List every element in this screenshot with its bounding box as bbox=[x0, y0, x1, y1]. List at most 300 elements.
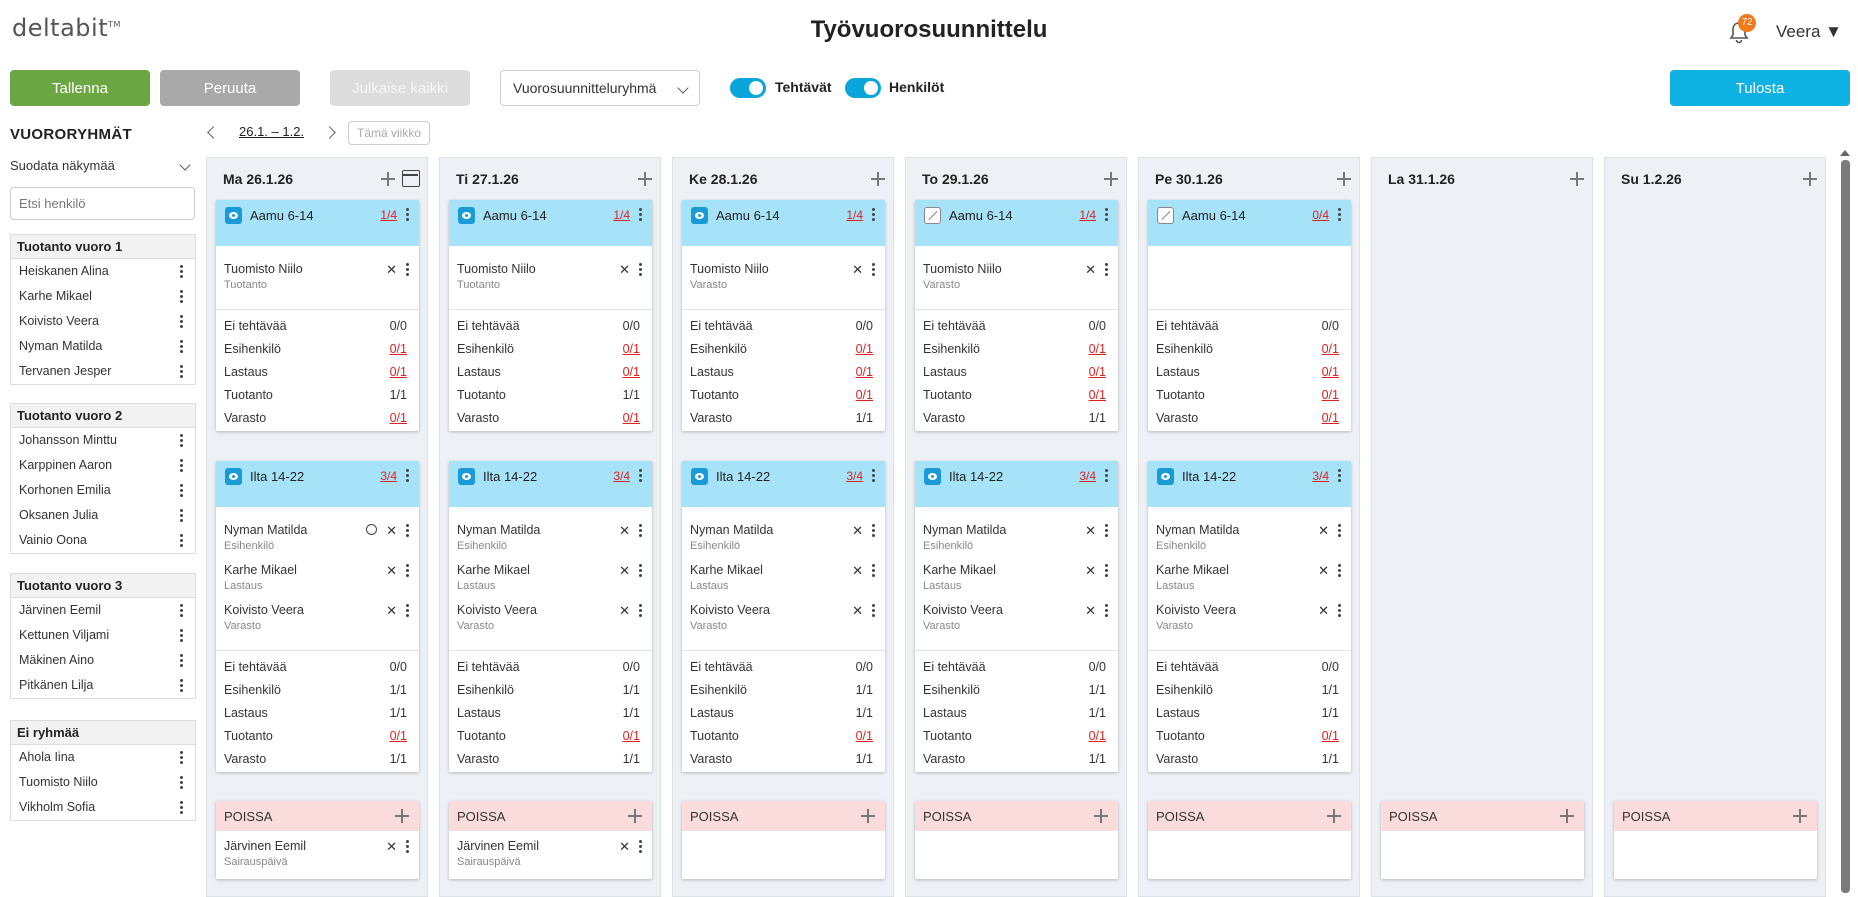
more-icon[interactable] bbox=[180, 629, 183, 642]
task-row bbox=[915, 703, 1118, 726]
group-member[interactable] bbox=[11, 478, 195, 503]
remove-icon[interactable]: ✕ bbox=[1085, 563, 1096, 578]
absent-person[interactable] bbox=[449, 835, 652, 875]
task-name: Lastaus bbox=[457, 365, 501, 379]
more-icon[interactable] bbox=[872, 524, 875, 537]
shift-name: Aamu 6-14 bbox=[716, 208, 780, 223]
group-member[interactable] bbox=[11, 648, 195, 673]
more-icon[interactable] bbox=[180, 340, 183, 353]
task-count: 0/0 bbox=[389, 319, 407, 333]
absent-title: POISSA bbox=[923, 809, 972, 824]
more-icon[interactable] bbox=[180, 679, 183, 692]
task-name: Ei tehtävää bbox=[457, 319, 520, 333]
task-row bbox=[915, 408, 1118, 431]
task-name: Tuotanto bbox=[457, 729, 506, 743]
more-icon[interactable] bbox=[406, 524, 409, 537]
eye-icon[interactable] bbox=[458, 468, 475, 485]
assigned-persons bbox=[682, 507, 885, 651]
task-row bbox=[915, 339, 1118, 362]
person-name: Karhe Mikael bbox=[690, 563, 763, 577]
assigned-person[interactable] bbox=[915, 519, 1118, 559]
assigned-person[interactable] bbox=[915, 559, 1118, 599]
remove-icon[interactable]: ✕ bbox=[852, 262, 863, 277]
person-task: Varasto bbox=[457, 620, 495, 632]
tasks-toggle[interactable] bbox=[730, 78, 766, 98]
more-icon[interactable] bbox=[872, 208, 875, 221]
person-name: Koivisto Veera bbox=[457, 603, 537, 617]
remove-icon[interactable]: ✕ bbox=[852, 523, 863, 538]
eye-icon[interactable] bbox=[225, 207, 242, 224]
more-icon[interactable] bbox=[180, 365, 183, 378]
shift-staff-ratio[interactable]: 3/4 bbox=[846, 469, 863, 483]
more-icon[interactable] bbox=[180, 509, 183, 522]
task-count: 0/0 bbox=[389, 660, 407, 674]
group-member[interactable] bbox=[11, 623, 195, 648]
person-name: Nyman Matilda bbox=[690, 523, 774, 537]
shift-staff-ratio[interactable]: 1/4 bbox=[1079, 208, 1096, 222]
assigned-person[interactable] bbox=[682, 559, 885, 599]
day-column bbox=[439, 157, 661, 897]
shift-staff-ratio[interactable]: 1/4 bbox=[380, 208, 397, 222]
task-row bbox=[682, 385, 885, 408]
publish-all-button[interactable]: Julkaise kaikki bbox=[330, 70, 470, 106]
group-member[interactable] bbox=[11, 359, 195, 384]
person-task: Lastaus bbox=[923, 580, 962, 592]
absent-header bbox=[915, 801, 1118, 831]
task-count[interactable]: 0/1 bbox=[1321, 388, 1339, 402]
absent-person[interactable] bbox=[216, 835, 419, 875]
task-count[interactable]: 0/1 bbox=[622, 729, 640, 743]
task-row bbox=[1148, 680, 1351, 703]
absent-card bbox=[915, 801, 1118, 879]
this-week-button[interactable]: Tämä viikko bbox=[348, 121, 430, 145]
calendar-icon[interactable] bbox=[402, 170, 420, 187]
shift-staff-ratio[interactable]: 0/4 bbox=[1312, 208, 1329, 222]
person-task: Esihenkilö bbox=[690, 540, 741, 552]
cancel-button[interactable]: Peruuta bbox=[160, 70, 300, 106]
add-absence-icon[interactable] bbox=[861, 809, 875, 823]
more-icon[interactable] bbox=[872, 604, 875, 617]
remove-icon[interactable]: ✕ bbox=[619, 523, 630, 538]
assigned-person[interactable] bbox=[915, 258, 1118, 298]
remove-icon[interactable]: ✕ bbox=[1085, 603, 1096, 618]
remove-icon[interactable]: ✕ bbox=[1318, 523, 1329, 538]
more-icon[interactable] bbox=[180, 776, 183, 789]
person-name: Nyman Matilda bbox=[457, 523, 541, 537]
group-member[interactable] bbox=[11, 259, 195, 284]
more-icon[interactable] bbox=[872, 263, 875, 276]
person-name: Karhe Mikael bbox=[224, 563, 297, 577]
group-member[interactable] bbox=[11, 528, 195, 553]
more-icon[interactable] bbox=[180, 459, 183, 472]
search-person-input[interactable] bbox=[10, 187, 195, 220]
task-summary bbox=[449, 310, 652, 431]
task-count: 1/1 bbox=[622, 752, 640, 766]
assigned-persons bbox=[216, 246, 419, 310]
person-task: Varasto bbox=[923, 620, 961, 632]
more-icon[interactable] bbox=[406, 604, 409, 617]
add-absence-icon[interactable] bbox=[1094, 809, 1108, 823]
task-name: Esihenkilö bbox=[690, 342, 747, 356]
shift-staff-ratio[interactable]: 3/4 bbox=[613, 469, 630, 483]
task-count[interactable]: 0/1 bbox=[1321, 729, 1339, 743]
add-shift-icon[interactable] bbox=[1570, 172, 1584, 186]
week-range[interactable]: 26.1. – 1.2. bbox=[239, 124, 305, 139]
assigned-person[interactable] bbox=[216, 519, 419, 559]
task-count[interactable]: 0/1 bbox=[1088, 729, 1106, 743]
more-icon[interactable] bbox=[1338, 564, 1341, 577]
assigned-person[interactable] bbox=[915, 599, 1118, 639]
more-icon[interactable] bbox=[639, 564, 642, 577]
task-name: Tuotanto bbox=[224, 388, 273, 402]
task-name: Ei tehtävää bbox=[457, 660, 520, 674]
shift-staff-ratio[interactable]: 1/4 bbox=[846, 208, 863, 222]
shift-header bbox=[449, 461, 652, 507]
week-navigation bbox=[205, 114, 505, 154]
task-name: Lastaus bbox=[690, 365, 734, 379]
shift-name: Aamu 6-14 bbox=[1182, 208, 1246, 223]
task-count[interactable]: 0/1 bbox=[855, 342, 873, 356]
group-member[interactable] bbox=[11, 309, 195, 334]
shift-header bbox=[915, 461, 1118, 507]
scroll-up-icon[interactable] bbox=[1840, 150, 1850, 156]
chevron-right-icon[interactable] bbox=[323, 126, 336, 139]
add-shift-icon[interactable] bbox=[871, 172, 885, 186]
print-button[interactable]: Tulosta bbox=[1670, 70, 1850, 106]
task-count[interactable]: 0/1 bbox=[389, 411, 407, 425]
assigned-person[interactable] bbox=[449, 519, 652, 559]
tasks-toggle-label: Tehtävät bbox=[775, 79, 832, 95]
scrollbar[interactable] bbox=[1841, 160, 1850, 893]
more-icon[interactable] bbox=[872, 469, 875, 482]
member-name: Karppinen Aaron bbox=[19, 458, 113, 472]
more-icon[interactable] bbox=[1338, 524, 1341, 537]
task-row bbox=[216, 385, 419, 408]
save-button[interactable]: Tallenna bbox=[10, 70, 150, 106]
assigned-person[interactable] bbox=[682, 519, 885, 559]
group-name: Tuotanto vuoro 3 bbox=[11, 574, 195, 598]
group-member[interactable] bbox=[11, 795, 195, 820]
eye-icon[interactable] bbox=[691, 207, 708, 224]
task-summary bbox=[682, 310, 885, 431]
more-icon[interactable] bbox=[639, 604, 642, 617]
add-shift-icon[interactable] bbox=[381, 172, 395, 186]
task-row bbox=[449, 749, 652, 772]
person-task: Tuotanto bbox=[224, 279, 268, 291]
person-name: Tuomisto Niilo bbox=[690, 262, 769, 276]
more-icon[interactable] bbox=[639, 840, 642, 853]
person-task: Varasto bbox=[690, 279, 728, 291]
more-icon[interactable] bbox=[406, 469, 409, 482]
remove-icon[interactable]: ✕ bbox=[386, 563, 397, 578]
person-task: Tuotanto bbox=[457, 279, 501, 291]
more-icon[interactable] bbox=[1105, 604, 1108, 617]
assigned-person[interactable] bbox=[1148, 519, 1351, 559]
day-column bbox=[206, 157, 428, 897]
eye-icon[interactable] bbox=[458, 207, 475, 224]
add-absence-icon[interactable] bbox=[628, 809, 642, 823]
task-row bbox=[915, 749, 1118, 772]
more-icon[interactable] bbox=[1105, 469, 1108, 482]
absent-title: POISSA bbox=[690, 809, 739, 824]
add-absence-icon[interactable] bbox=[1560, 809, 1574, 823]
absent-header bbox=[1614, 801, 1817, 831]
assigned-persons bbox=[449, 246, 652, 310]
task-name: Varasto bbox=[923, 411, 966, 425]
shift-staff-ratio[interactable]: 1/4 bbox=[613, 208, 630, 222]
more-icon[interactable] bbox=[1338, 604, 1341, 617]
more-icon[interactable] bbox=[1105, 524, 1108, 537]
shift-name: Ilta 14-22 bbox=[483, 469, 538, 484]
app-header bbox=[0, 0, 1858, 62]
task-name: Esihenkilö bbox=[457, 342, 514, 356]
task-count[interactable]: 0/1 bbox=[1088, 388, 1106, 402]
task-name: Ei tehtävää bbox=[690, 660, 753, 674]
group-name: Tuotanto vuoro 2 bbox=[11, 404, 195, 428]
absent-title: POISSA bbox=[1156, 809, 1205, 824]
add-shift-icon[interactable] bbox=[1337, 172, 1351, 186]
task-name: Ei tehtävää bbox=[1156, 660, 1219, 674]
eye-off-icon[interactable] bbox=[1157, 207, 1174, 224]
user-name: Veera bbox=[1776, 22, 1821, 41]
shift-name: Aamu 6-14 bbox=[949, 208, 1013, 223]
absence-reason: Sairauspäivä bbox=[457, 856, 521, 868]
task-row bbox=[449, 680, 652, 703]
day-title: La 31.1.26 bbox=[1388, 171, 1455, 187]
remove-icon[interactable]: ✕ bbox=[619, 603, 630, 618]
member-name: Nyman Matilda bbox=[19, 339, 103, 353]
task-name: Esihenkilö bbox=[1156, 683, 1213, 697]
more-icon[interactable] bbox=[1105, 263, 1108, 276]
add-shift-icon[interactable] bbox=[638, 172, 652, 186]
person-task: Esihenkilö bbox=[457, 540, 508, 552]
more-icon[interactable] bbox=[406, 263, 409, 276]
group-member[interactable] bbox=[11, 673, 195, 698]
eye-icon[interactable] bbox=[924, 468, 941, 485]
shift-card bbox=[449, 200, 652, 431]
more-icon[interactable] bbox=[1338, 469, 1341, 482]
task-row bbox=[682, 749, 885, 772]
day-column bbox=[672, 157, 894, 897]
group-member[interactable] bbox=[11, 598, 195, 623]
eye-icon[interactable] bbox=[691, 468, 708, 485]
shift-card bbox=[1148, 200, 1351, 431]
shift-staff-ratio[interactable]: 3/4 bbox=[1312, 469, 1329, 483]
task-count[interactable]: 0/1 bbox=[622, 411, 640, 425]
person-name: Karhe Mikael bbox=[1156, 563, 1229, 577]
task-count[interactable]: 0/1 bbox=[622, 365, 640, 379]
shift-staff-ratio[interactable]: 3/4 bbox=[1079, 469, 1096, 483]
toolbar bbox=[0, 62, 1858, 114]
shift-header bbox=[216, 461, 419, 507]
task-count[interactable]: 0/1 bbox=[1088, 342, 1106, 356]
task-name: Esihenkilö bbox=[923, 683, 980, 697]
task-count[interactable]: 0/1 bbox=[1321, 365, 1339, 379]
assigned-person[interactable] bbox=[216, 599, 419, 639]
chevron-left-icon[interactable] bbox=[207, 126, 220, 139]
more-icon[interactable] bbox=[180, 315, 183, 328]
more-icon[interactable] bbox=[180, 654, 183, 667]
comment-icon[interactable] bbox=[366, 524, 377, 535]
remove-icon[interactable]: ✕ bbox=[1085, 523, 1096, 538]
more-icon[interactable] bbox=[1105, 564, 1108, 577]
person-name: Tuomisto Niilo bbox=[923, 262, 1002, 276]
day-title: Ke 28.1.26 bbox=[689, 171, 758, 187]
task-count[interactable]: 0/1 bbox=[1321, 411, 1339, 425]
more-icon[interactable] bbox=[180, 290, 183, 303]
task-row bbox=[449, 726, 652, 749]
more-icon[interactable] bbox=[180, 534, 183, 547]
more-icon[interactable] bbox=[1105, 208, 1108, 221]
task-count[interactable]: 0/1 bbox=[1088, 365, 1106, 379]
more-icon[interactable] bbox=[180, 604, 183, 617]
more-icon[interactable] bbox=[180, 265, 183, 278]
task-name: Varasto bbox=[1156, 752, 1199, 766]
assigned-person[interactable] bbox=[216, 258, 419, 298]
remove-icon[interactable]: ✕ bbox=[386, 262, 397, 277]
task-count: 1/1 bbox=[1321, 683, 1339, 697]
task-count[interactable]: 0/1 bbox=[1321, 342, 1339, 356]
sidebar-title: VUORORYHMÄT bbox=[10, 126, 132, 143]
eye-icon[interactable] bbox=[1157, 468, 1174, 485]
remove-icon[interactable]: ✕ bbox=[852, 603, 863, 618]
more-icon[interactable] bbox=[639, 208, 642, 221]
add-absence-icon[interactable] bbox=[1793, 809, 1807, 823]
task-count: 1/1 bbox=[1088, 706, 1106, 720]
remove-icon[interactable]: ✕ bbox=[852, 563, 863, 578]
task-count[interactable]: 0/1 bbox=[389, 365, 407, 379]
task-name: Esihenkilö bbox=[457, 683, 514, 697]
assigned-person[interactable] bbox=[216, 559, 419, 599]
assigned-person[interactable] bbox=[682, 599, 885, 639]
task-count: 0/0 bbox=[855, 319, 873, 333]
task-name: Lastaus bbox=[224, 365, 268, 379]
assigned-person[interactable] bbox=[449, 599, 652, 639]
filter-view-toggle[interactable] bbox=[10, 158, 195, 173]
task-row bbox=[216, 339, 419, 362]
more-icon[interactable] bbox=[180, 484, 183, 497]
more-icon[interactable] bbox=[180, 434, 183, 447]
group-member[interactable] bbox=[11, 428, 195, 453]
more-icon[interactable] bbox=[1338, 208, 1341, 221]
remove-icon[interactable]: ✕ bbox=[1085, 262, 1096, 277]
shift-staff-ratio[interactable]: 3/4 bbox=[380, 469, 397, 483]
group-member[interactable] bbox=[11, 284, 195, 309]
task-name: Ei tehtävää bbox=[923, 319, 986, 333]
member-name: Tervanen Jesper bbox=[19, 364, 112, 378]
day-title: Pe 30.1.26 bbox=[1155, 171, 1223, 187]
task-count[interactable]: 0/1 bbox=[389, 729, 407, 743]
task-row bbox=[449, 362, 652, 385]
member-name: Tuomisto Niilo bbox=[19, 775, 98, 789]
shift-header bbox=[682, 461, 885, 507]
person-task: Lastaus bbox=[690, 580, 729, 592]
absent-header bbox=[1148, 801, 1351, 831]
task-name: Varasto bbox=[690, 411, 733, 425]
remove-icon[interactable]: ✕ bbox=[1318, 603, 1329, 618]
add-shift-icon[interactable] bbox=[1803, 172, 1817, 186]
task-row bbox=[1148, 316, 1351, 339]
absent-header bbox=[216, 801, 419, 831]
task-count[interactable]: 0/1 bbox=[855, 388, 873, 402]
day-column bbox=[1604, 157, 1826, 897]
absent-card bbox=[449, 801, 652, 879]
task-row bbox=[1148, 703, 1351, 726]
remove-icon[interactable]: ✕ bbox=[386, 603, 397, 618]
add-absence-icon[interactable] bbox=[1327, 809, 1341, 823]
assigned-person[interactable] bbox=[1148, 559, 1351, 599]
add-absence-icon[interactable] bbox=[395, 809, 409, 823]
more-icon[interactable] bbox=[639, 263, 642, 276]
shift-name: Ilta 14-22 bbox=[716, 469, 771, 484]
group-select[interactable] bbox=[500, 70, 700, 106]
more-icon[interactable] bbox=[639, 524, 642, 537]
assigned-person[interactable] bbox=[449, 559, 652, 599]
absent-title: POISSA bbox=[457, 809, 506, 824]
task-count: 1/1 bbox=[855, 683, 873, 697]
assigned-person[interactable] bbox=[449, 258, 652, 298]
task-name: Tuotanto bbox=[224, 729, 273, 743]
shift-name: Ilta 14-22 bbox=[250, 469, 305, 484]
user-menu[interactable] bbox=[1776, 22, 1842, 42]
assigned-person[interactable] bbox=[682, 258, 885, 298]
persons-toggle[interactable] bbox=[845, 78, 881, 98]
task-count[interactable]: 0/1 bbox=[622, 342, 640, 356]
assigned-person[interactable] bbox=[1148, 599, 1351, 639]
remove-icon[interactable]: ✕ bbox=[1318, 563, 1329, 578]
task-row bbox=[682, 362, 885, 385]
more-icon[interactable] bbox=[180, 751, 183, 764]
more-icon[interactable] bbox=[180, 801, 183, 814]
shift-card bbox=[449, 461, 652, 772]
day-title: Ti 27.1.26 bbox=[456, 171, 519, 187]
group-member[interactable] bbox=[11, 745, 195, 770]
more-icon[interactable] bbox=[872, 564, 875, 577]
task-count[interactable]: 0/1 bbox=[389, 342, 407, 356]
group-member[interactable] bbox=[11, 770, 195, 795]
group-member[interactable] bbox=[11, 453, 195, 478]
shift-name: Ilta 14-22 bbox=[949, 469, 1004, 484]
more-icon[interactable] bbox=[406, 564, 409, 577]
task-count: 1/1 bbox=[1321, 752, 1339, 766]
eye-off-icon[interactable] bbox=[924, 207, 941, 224]
shift-group bbox=[10, 720, 196, 821]
shift-header bbox=[1148, 461, 1351, 507]
more-icon[interactable] bbox=[639, 469, 642, 482]
group-member[interactable] bbox=[11, 334, 195, 359]
remove-icon[interactable]: ✕ bbox=[619, 262, 630, 277]
member-name: Ahola Iina bbox=[19, 750, 75, 764]
remove-icon[interactable]: ✕ bbox=[386, 523, 397, 538]
task-count[interactable]: 0/1 bbox=[855, 729, 873, 743]
remove-icon[interactable]: ✕ bbox=[619, 839, 630, 854]
more-icon[interactable] bbox=[406, 208, 409, 221]
remove-icon[interactable]: ✕ bbox=[386, 839, 397, 854]
task-name: Tuotanto bbox=[1156, 388, 1205, 402]
task-name: Varasto bbox=[457, 752, 500, 766]
eye-icon[interactable] bbox=[225, 468, 242, 485]
remove-icon[interactable]: ✕ bbox=[619, 563, 630, 578]
more-icon[interactable] bbox=[406, 840, 409, 853]
task-summary bbox=[1148, 651, 1351, 772]
group-member[interactable] bbox=[11, 503, 195, 528]
task-count[interactable]: 0/1 bbox=[855, 365, 873, 379]
task-row bbox=[216, 657, 419, 680]
task-row bbox=[1148, 385, 1351, 408]
absent-header bbox=[682, 801, 885, 831]
add-shift-icon[interactable] bbox=[1104, 172, 1118, 186]
task-row bbox=[216, 408, 419, 431]
